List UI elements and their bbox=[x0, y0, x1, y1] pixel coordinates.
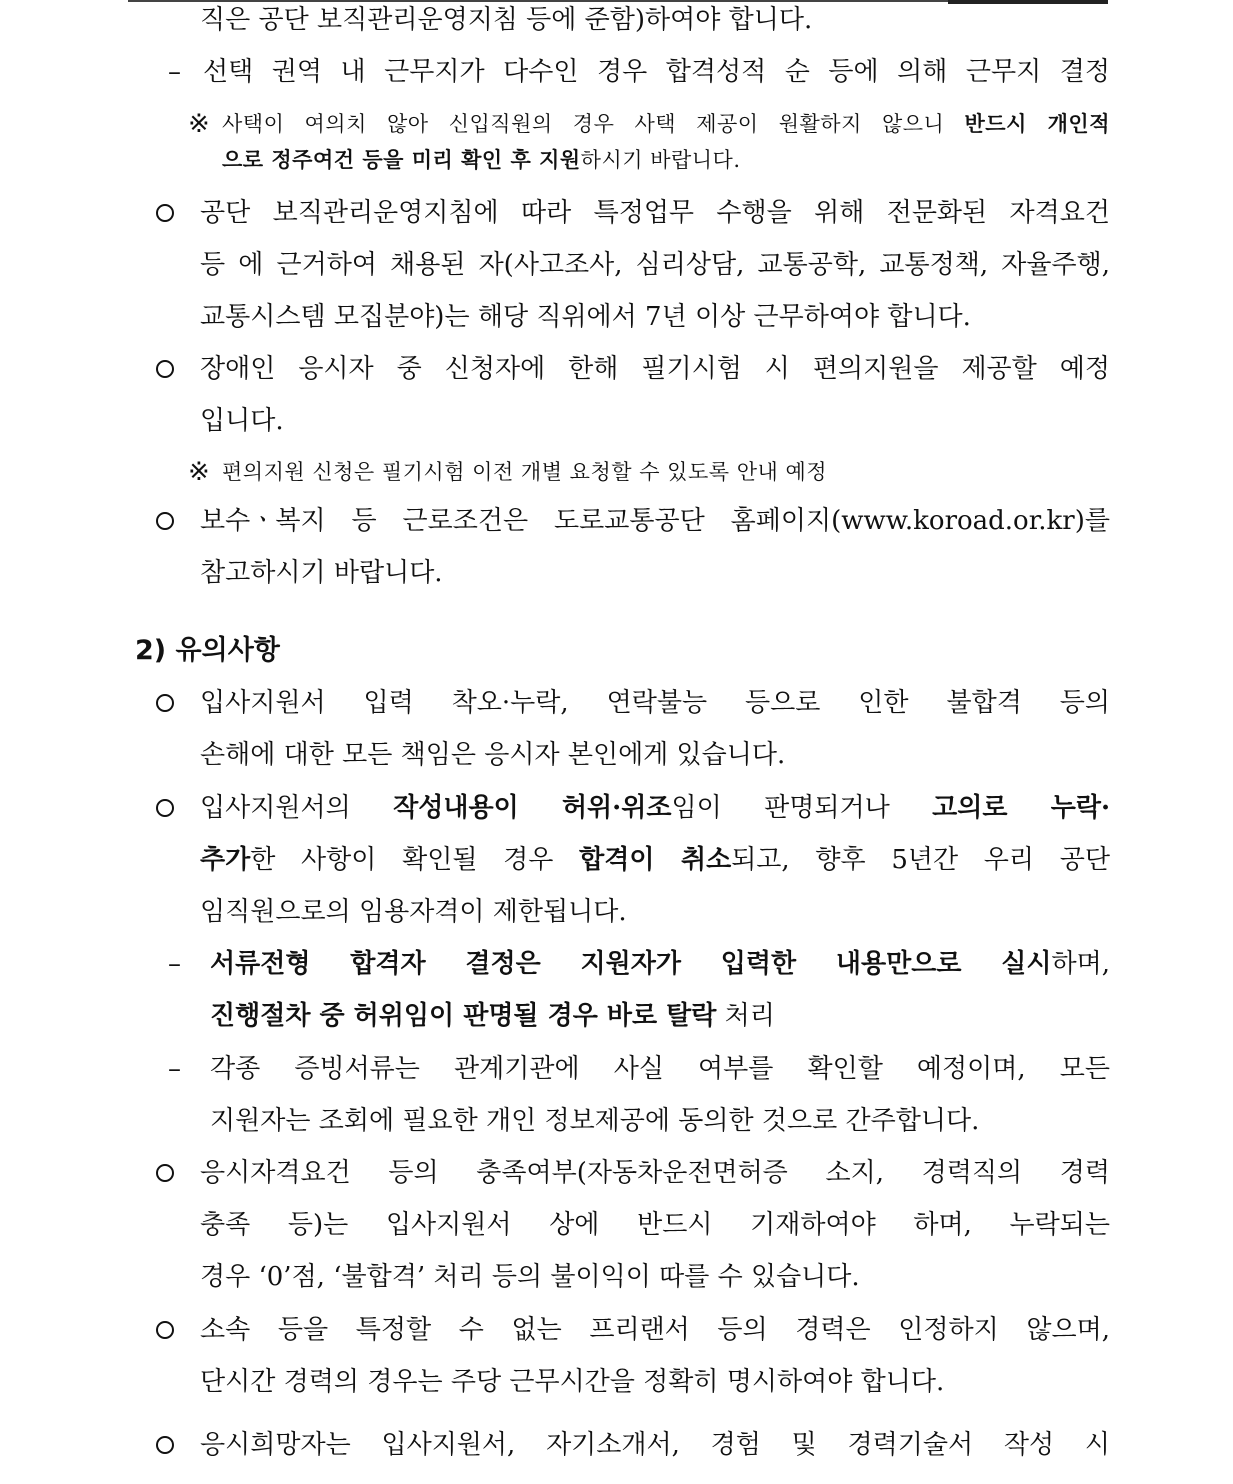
text-line: 경우 ‘0’점, ‘불합격’ 처리 등의 불이익이 따를 수 있습니다. bbox=[200, 1262, 860, 1292]
section-heading: 2) 유의사항 bbox=[135, 635, 280, 666]
text-line: 공단 보직관리운영지침에 따라 특정업무 수행을 위해 전문화된 자격요건 bbox=[200, 198, 1110, 228]
text-line: 서류전형 합격자 결정은 지원자가 입력한 내용만으로 실시하며, bbox=[210, 949, 1110, 979]
circle-bullet-icon bbox=[156, 799, 174, 817]
text-line: 입니다. bbox=[200, 406, 284, 436]
dash-marker: – bbox=[168, 57, 181, 87]
text-line: 입사지원서 입력 착오·누락, 연락불능 등으로 인한 불합격 등의 bbox=[200, 688, 1110, 718]
text-line: 선택 권역 내 근무지가 다수인 경우 합격성적 순 등에 의해 근무지 결정 bbox=[203, 57, 1110, 87]
text-line: 충족 등)는 입사지원서 상에 반드시 기재하여야 하며, 누락되는 bbox=[200, 1210, 1110, 1240]
note-line: 사택이 여의치 않아 신입직원의 경우 사택 제공이 원활하지 않으니 반드시 개인적 bbox=[222, 111, 1110, 136]
text-line: 입사지원서의 작성내용이 허위·위조임이 판명되거나 고의로 누락· bbox=[200, 793, 1111, 823]
text-line: 단시간 경력의 경우는 주당 근무시간을 정확히 명시하여야 합니다. bbox=[200, 1367, 945, 1397]
text-line: 진행절차 중 허위임이 판명될 경우 바로 탈락 처리 bbox=[210, 1001, 775, 1031]
text-line: 직은 공단 보직관리운영지침 등에 준함)하여야 합니다. bbox=[200, 5, 813, 35]
text-line: 보수ㆍ복지 등 근로조건은 도로교통공단 홈페이지(www.koroad.or.kr)를 bbox=[200, 506, 1110, 536]
text-line: 임직원으로의 임용자격이 제한됩니다. bbox=[200, 897, 627, 927]
circle-bullet-icon bbox=[156, 512, 174, 530]
text-line: 등 에 근거하여 채용된 자(사고조사, 심리상담, 교통공학, 교통정책, 자율주행, bbox=[200, 250, 1110, 280]
text-line: 지원자는 조회에 필요한 개인 정보제공에 동의한 것으로 간주합니다. bbox=[210, 1106, 980, 1136]
text-line: 소속 등을 특정할 수 없는 프리랜서 등의 경력은 인정하지 않으며, bbox=[200, 1315, 1110, 1345]
circle-bullet-icon bbox=[156, 204, 174, 222]
text-line: 응시희망자는 입사지원서, 자기소개서, 경험 및 경력기술서 작성 시 bbox=[200, 1430, 1110, 1460]
dash-marker: – bbox=[168, 949, 181, 979]
note-line: 으로 정주여건 등을 미리 확인 후 지원하시기 바랍니다. bbox=[222, 147, 741, 172]
text-line: 추가한 사항이 확인될 경우 합격이 취소되고, 향후 5년간 우리 공단 bbox=[200, 845, 1110, 875]
text-line: 응시자격요건 등의 충족여부(자동차운전면허증 소지, 경력직의 경력 bbox=[200, 1158, 1110, 1188]
text-line: 각종 증빙서류는 관계기관에 사실 여부를 확인할 예정이며, 모든 bbox=[210, 1054, 1110, 1084]
circle-bullet-icon bbox=[156, 360, 174, 378]
text-line: 장애인 응시자 중 신청자에 한해 필기시험 시 편의지원을 제공할 예정 bbox=[200, 354, 1110, 384]
circle-bullet-icon bbox=[156, 1164, 174, 1182]
text-line: 교통시스템 모집분야)는 해당 직위에서 7년 이상 근무하여야 합니다. bbox=[200, 302, 971, 332]
text-line: 손해에 대한 모든 책임은 응시자 본인에게 있습니다. bbox=[200, 740, 786, 770]
circle-bullet-icon bbox=[156, 1436, 174, 1454]
note-marker: ※ bbox=[188, 109, 211, 139]
circle-bullet-icon bbox=[156, 694, 174, 712]
text-line: 참고하시기 바랍니다. bbox=[200, 558, 443, 588]
note-marker: ※ bbox=[188, 457, 211, 487]
circle-bullet-icon bbox=[156, 1321, 174, 1339]
dash-marker: – bbox=[168, 1054, 181, 1084]
note-line: 편의지원 신청은 필기시험 이전 개별 요청할 수 있도록 안내 예정 bbox=[222, 460, 828, 484]
